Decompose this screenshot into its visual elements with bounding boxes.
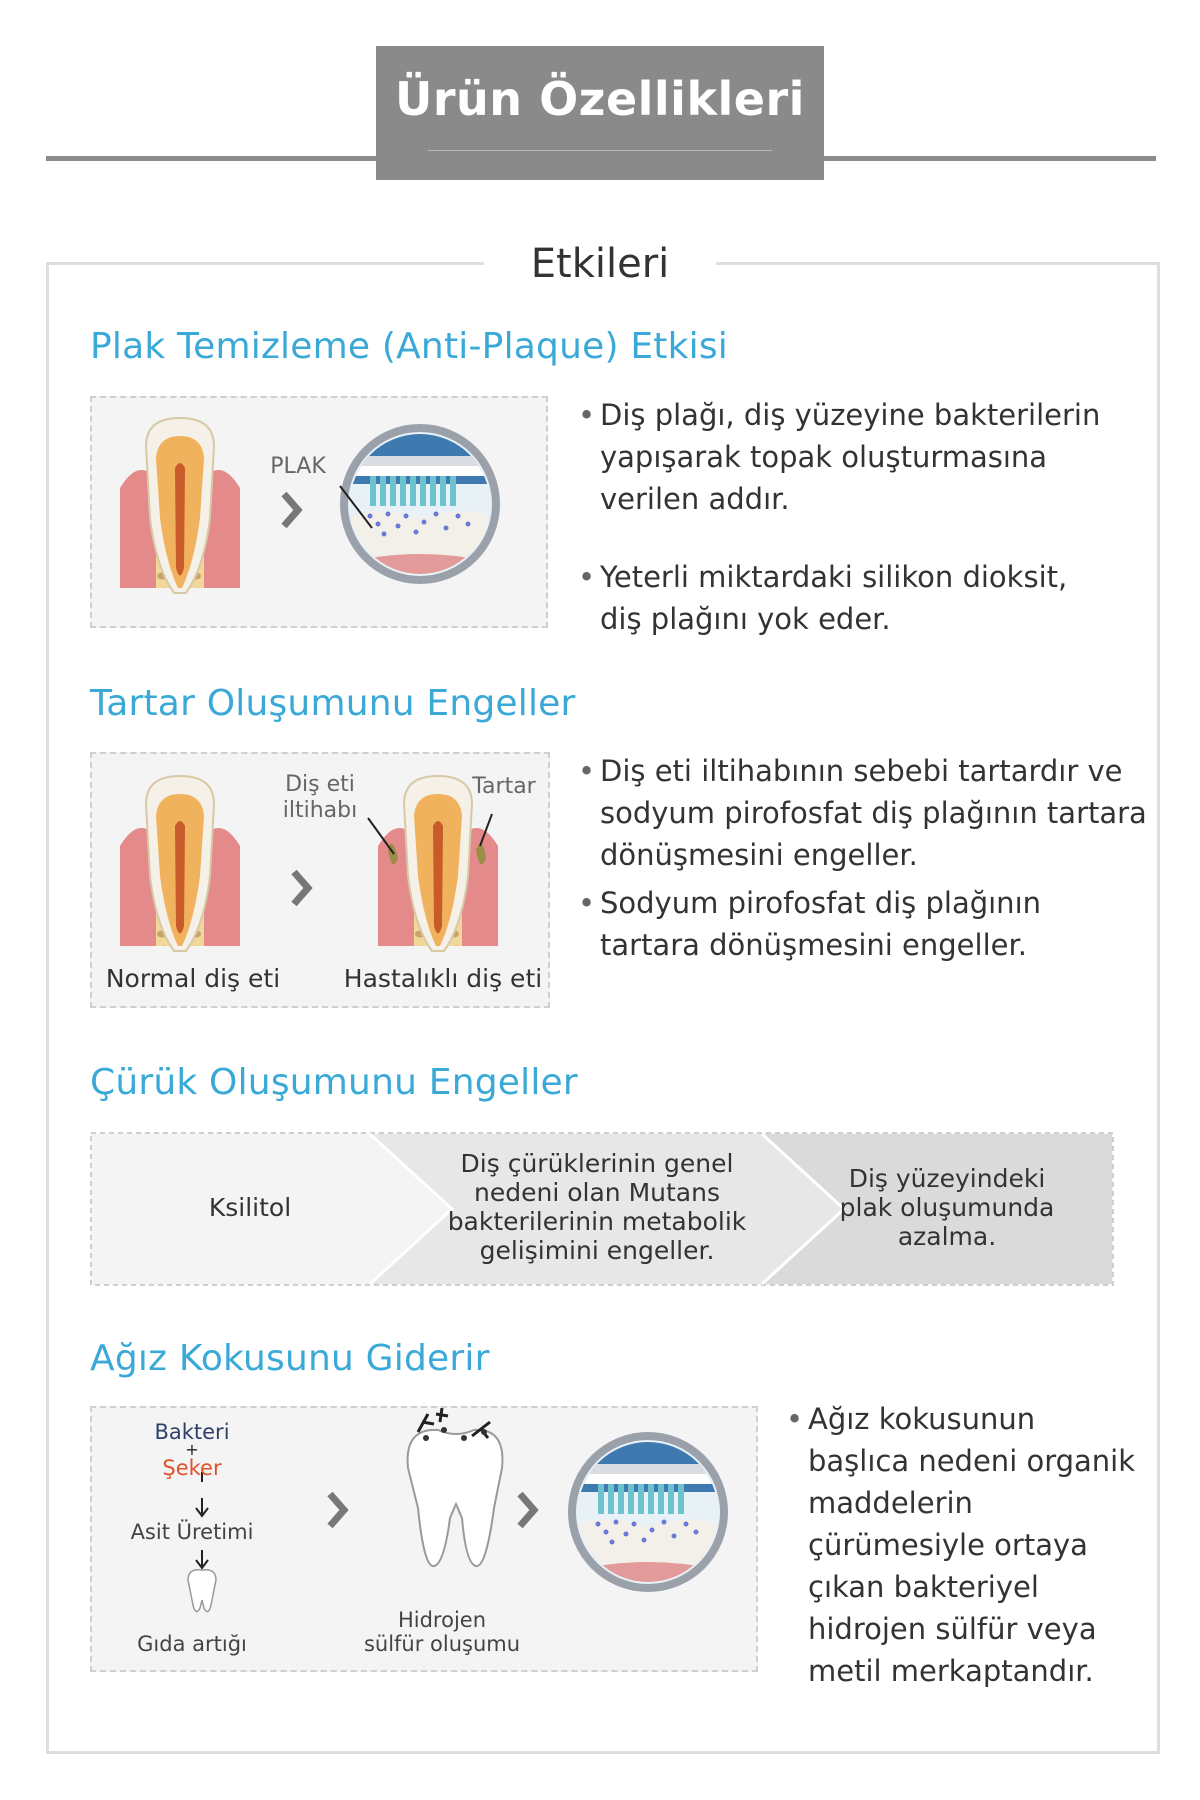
toothbrush-icon xyxy=(340,424,520,584)
header-banner xyxy=(376,46,824,180)
flow-plus: + xyxy=(185,1440,199,1459)
tartar-label: Tartar xyxy=(472,774,536,799)
section2-bullets xyxy=(578,750,1148,966)
section4-bullets xyxy=(786,1398,1136,1692)
section3-title: Çürük Oluşumunu Engeller xyxy=(90,1062,578,1103)
flow-food: Gıda artığı xyxy=(137,1632,247,1656)
toothbrush-icon xyxy=(568,1432,748,1592)
flow-step-mutans: Diş çürüklerinin genel nedeni olan Mutans bakterilerinin metabolik gelişimini engeller. xyxy=(447,1149,747,1265)
bullet-item: • Yeterli miktardaki silikon dioksit, diş plağını yok eder. xyxy=(578,556,1108,640)
plaque-illustration xyxy=(92,398,546,626)
healthy-tooth-icon xyxy=(120,776,240,951)
section1-bullets xyxy=(578,394,1108,640)
flow-sugar: Şeker xyxy=(162,1456,222,1480)
small-tooth-icon xyxy=(188,1570,216,1612)
bullet-item: • Diş eti iltihabının sebebi tartardır ve sodyum pirofosfat diş plağının tartara dönüşmesini engeller. xyxy=(578,750,1148,876)
chevron-right-icon xyxy=(520,1494,534,1526)
flow-acid: Asit Üretimi xyxy=(130,1520,254,1544)
bullet-item: • Ağız kokusunun başlıca nedeni organik maddelerin çürümesiyle ortaya çıkan bakteriyel hidrojen sülfür veya metil merkaptandır. xyxy=(786,1398,1136,1692)
section4-illustration xyxy=(90,1406,758,1672)
section1-illustration xyxy=(90,396,548,628)
gum-inflammation-label: Diş eti iltihabı xyxy=(282,772,358,823)
diseased-gum-caption: Hastalıklı diş eti xyxy=(343,964,543,993)
plak-label: PLAK xyxy=(270,454,326,479)
flow-step-result: Diş yüzeyindeki plak oluşumunda azalma. xyxy=(839,1164,1055,1251)
chevron-right-icon xyxy=(330,1494,344,1526)
section2-illustration xyxy=(90,752,550,1008)
bullet-item: • Sodyum pirofosfat diş plağının tartara dönüşmesini engeller. xyxy=(578,882,1148,966)
decay-flow xyxy=(90,1132,1114,1286)
bullet-item: • Diş plağı, diş yüzeyine bakterilerin yapışarak topak oluşturmasına verilen addır. xyxy=(578,394,1108,520)
page-title: Ürün Özellikleri xyxy=(395,72,805,126)
header-underline xyxy=(428,150,772,151)
chevron-right-icon xyxy=(294,872,308,904)
flow-step-xylitol: Ksilitol xyxy=(208,1193,292,1222)
section4-title: Ağız Kokusunu Giderir xyxy=(90,1338,490,1379)
section2-title: Tartar Oluşumunu Engeller xyxy=(90,683,576,724)
h2s-label: Hidrojen sülfür oluşumu xyxy=(363,1608,521,1656)
frame-title: Etkileri xyxy=(484,234,716,294)
diseased-tooth-icon xyxy=(378,776,498,951)
normal-gum-caption: Normal diş eti xyxy=(105,964,281,993)
flow-bacteria: Bakteri xyxy=(154,1420,230,1444)
section1-title: Plak Temizleme (Anti-Plaque) Etkisi xyxy=(90,326,729,367)
tooth-with-bacteria-icon xyxy=(408,1430,503,1566)
chevron-right-icon xyxy=(284,494,298,526)
tooth-icon xyxy=(120,418,240,593)
